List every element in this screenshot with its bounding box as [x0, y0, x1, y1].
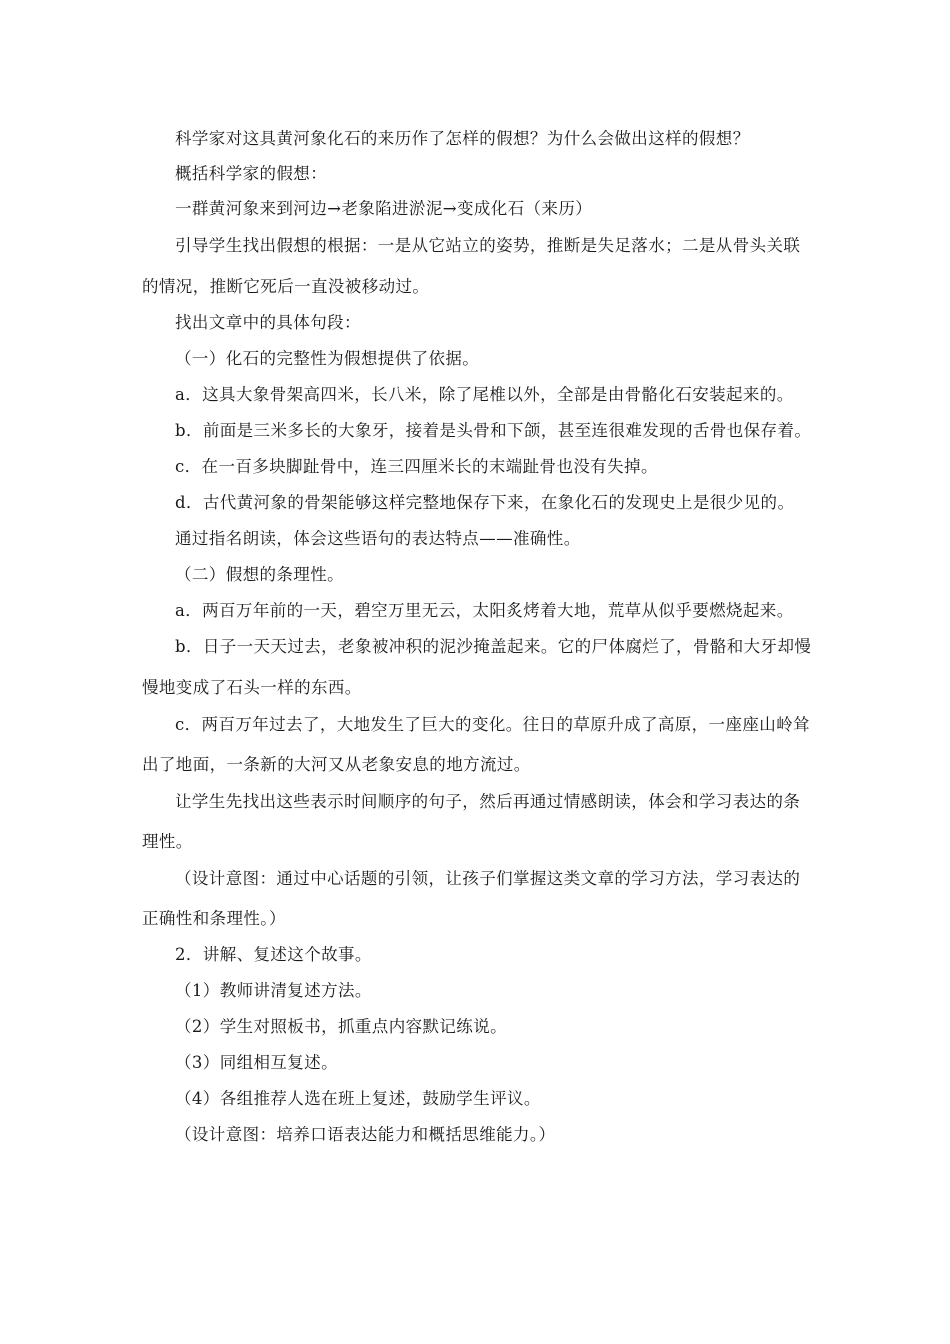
- paragraph-question: 科学家对这具黄河象化石的来历作了怎样的假想？为什么会做出这样的假想？: [175, 129, 750, 148]
- paragraph-time-order-line2: 理性。: [142, 832, 193, 851]
- list-item-b2-line1: b．日子一天天过去，老象被冲积的泥沙掩盖起来。它的尸体腐烂了，骨骼和大牙却慢: [175, 637, 812, 656]
- step-1: （1）教师讲清复述方法。: [175, 981, 372, 1000]
- paragraph-accuracy: 通过指名朗读，体会这些语句的表达特点——准确性。: [175, 529, 581, 548]
- step-2: （2）学生对照板书，抓重点内容默记练说。: [175, 1017, 507, 1036]
- paragraph-basis-line2: 的情况，推断它死后一直没被移动过。: [142, 277, 430, 296]
- paragraph-time-order-line1: 让学生先找出这些表示时间顺序的句子，然后再通过情感朗读，体会和学习表达的条: [175, 792, 801, 811]
- list-item-c2-line2: 出了地面，一条新的大河又从老象安息的地方流过。: [142, 755, 531, 774]
- paragraph-summary-heading: 概括科学家的假想：: [175, 164, 328, 183]
- list-item-c2-line1: c．两百万年过去了，大地发生了巨大的变化。往日的草原升成了高原，一座座山岭耸: [175, 715, 810, 734]
- design-intent-1-line1: （设计意图：通过中心话题的引领，让孩子们掌握这类文章的学习方法，学习表达的: [175, 869, 801, 888]
- section-heading-order: （二）假想的条理性。: [175, 565, 344, 584]
- list-item-c: c．在一百多块脚趾骨中，连三四厘米长的末端趾骨也没有失掉。: [175, 457, 658, 476]
- section-heading-completeness: （一）化石的完整性为假想提供了依据。: [175, 349, 480, 368]
- design-intent-2: （设计意图：培养口语表达能力和概括思维能力。）: [175, 1125, 556, 1144]
- paragraph-basis-line1: 引导学生找出假想的根据：一是从它站立的姿势，推断是失足落水；二是从骨头关联: [175, 236, 801, 255]
- list-item-d: d．古代黄河象的骨架能够这样完整地保存下来，在象化石的发现史上是很少见的。: [175, 493, 795, 512]
- list-item-a: a．这具大象骨架高四米，长八米，除了尾椎以外，全部是由骨骼化石安装起来的。: [175, 385, 794, 404]
- list-item-b2-line2: 慢地变成了石头一样的东西。: [142, 678, 362, 697]
- step-4: （4）各组推荐人选在班上复述，鼓励学生评议。: [175, 1089, 541, 1108]
- step-3: （3）同组相互复述。: [175, 1053, 338, 1072]
- design-intent-1-line2: 正确性和条理性。）: [142, 909, 286, 928]
- list-item-b: b．前面是三米多长的大象牙，接着是头骨和下颌，甚至连很难发现的舌骨也保存着。: [175, 421, 812, 440]
- paragraph-find-sentences: 找出文章中的具体句段：: [175, 313, 361, 332]
- paragraph-summary-flow: 一群黄河象来到河边→老象陷进淤泥→变成化石（来历）: [175, 199, 593, 218]
- section-heading-retell: 2．讲解、复述这个故事。: [175, 945, 372, 964]
- list-item-a2: a．两百万年前的一天，碧空万里无云，太阳炙烤着大地，荒草从似乎要燃烧起来。: [175, 601, 794, 620]
